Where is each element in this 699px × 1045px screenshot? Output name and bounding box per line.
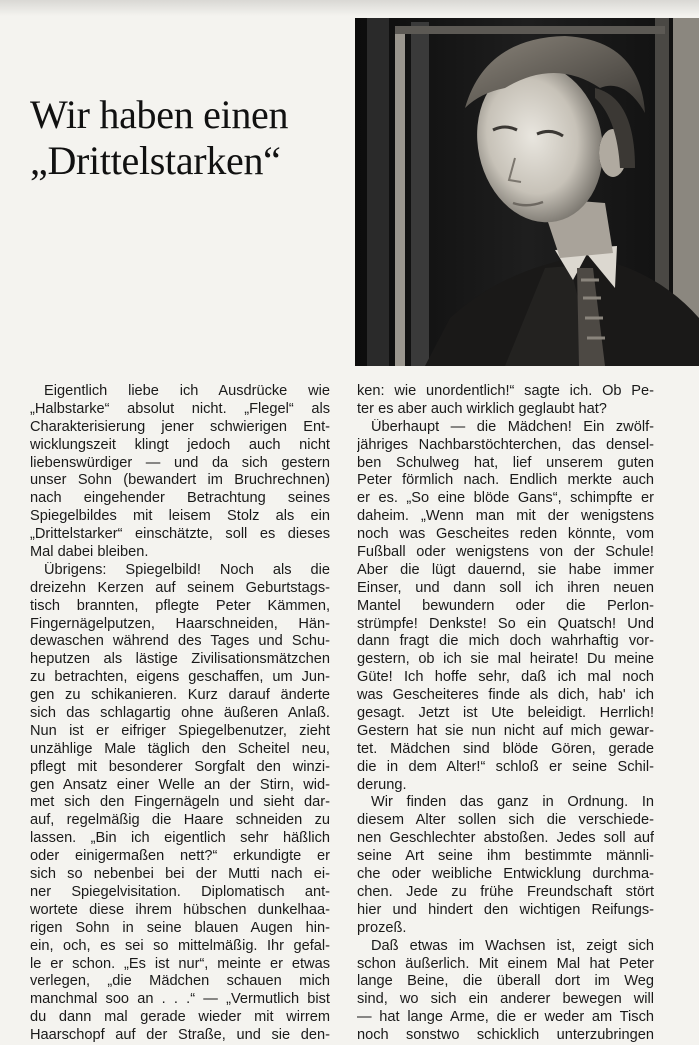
text-line: schon äußerlich. Mit einem Mal hat Peter — [357, 955, 654, 972]
text-line: tet. Mädchen sind blöde Gören, gerade — [357, 740, 654, 757]
text-line: daheim. „Wenn man mit der wenigstens — [357, 508, 654, 525]
scan-edge-shade — [0, 0, 699, 16]
text-line: ein, och, es sei so mittelmäßig. Ihr gefal- — [30, 937, 330, 954]
text-line: prozeß. — [357, 919, 407, 936]
text-line: Wir finden das ganz in Ordnung. In — [371, 794, 654, 811]
text-line: Charakterisierung jener schwierigen Ent- — [30, 418, 330, 435]
text-line: Peter förmlich nach. Endlich merkte auch — [357, 472, 654, 489]
text-line: Übrigens: Spiegelbild! Noch als die — [44, 561, 330, 578]
text-line: Haarschopf auf der Straße, und sie den- — [30, 1027, 330, 1044]
text-line: che oder weibliche Entwicklung durchma- — [357, 866, 654, 883]
article-headline — [30, 92, 350, 184]
article-photo — [355, 18, 699, 366]
text-line: verlegen, „die Mädchen schauen mich — [30, 973, 330, 990]
text-line: wortete diese ihrem hübschen dunkelhaa- — [30, 901, 330, 918]
text-line: noch sonstwo schicklich unterzubringen — [357, 1027, 654, 1044]
text-line: strümpfe! Denkste! So ein Quatsch! Und — [357, 615, 654, 632]
text-line: dann fragt die mich doch wahrhaftig vor- — [357, 633, 654, 650]
text-line: manchmal soo an . . .“ — „Vermutlich bist — [30, 991, 330, 1008]
portrait-image — [355, 18, 699, 366]
text-line: ter es aber auch wirklich geglaubt hat? — [357, 400, 607, 417]
headline-line-2: „Drittelstarken“ — [30, 138, 281, 183]
text-line: liebenswürdiger — und da sich gestern — [30, 454, 330, 471]
text-line: dewaschen während des Tages und Schu- — [30, 633, 330, 650]
text-line: sind, wo sich ein anderer bewegen will — [357, 991, 654, 1008]
text-line: gen zu schikanieren. Kurz darauf änderte — [30, 687, 330, 704]
text-line: hier und hindert den wichtigen Reifungs- — [357, 901, 654, 918]
text-line: „Halbstarke“ absolut nicht. „Flegel“ als — [30, 400, 330, 417]
headline-line-1: Wir haben einen — [30, 92, 289, 137]
text-line: unzählige Male täglich den Scheitel neu, — [30, 740, 330, 757]
text-line: derung. — [357, 776, 407, 793]
text-line: Einser, und dann soll ich ihren neuen — [357, 579, 654, 596]
text-line: le er schon. „Es ist nur“, meinte er etwas — [30, 955, 330, 972]
text-line: Überhaupt — die Mädchen! Ein zwölf- — [371, 418, 654, 435]
text-line: Aber die lügt dauernd, sie habe immer — [357, 561, 654, 578]
text-line: heputzen als lästige Zivilisationsmätzchen — [30, 651, 330, 668]
text-column-left — [30, 383, 330, 1045]
text-line: Daß etwas im Wachsen ist, zeigt sich — [371, 937, 654, 954]
text-line: noch was Gescheites reden könnte, vom — [357, 526, 654, 543]
text-line: rigen Sohn in seine blauen Augen hin- — [30, 919, 330, 936]
text-line: auf, regelmäßig die Haare schneiden zu — [30, 812, 330, 829]
text-line: sich das schlagartig ohne äußeren Anlaß. — [30, 705, 330, 722]
text-line: gestern, ob ich sie mal heirate! Du meine — [357, 651, 654, 668]
text-line: Mal dabei bleiben. — [30, 544, 149, 561]
text-line: Mantel bewundern oder die Perlon- — [357, 597, 654, 614]
text-line: lassen. „Bin ich eigentlich sehr häßlich — [30, 830, 330, 847]
text-line: was Gescheiteres finde als dich, hab' ich — [357, 687, 654, 704]
text-line: seine Art seine ihm bestimmte männli- — [357, 848, 654, 865]
text-line: sich so nebenbei bei der Mutti nach ei- — [30, 866, 330, 883]
text-line: Eigentlich liebe ich Ausdrücke wie — [44, 383, 330, 399]
text-line: ben Schulweg hat, lief unserem guten — [357, 454, 654, 471]
text-line: met sich den Fingernägeln und sieht dar- — [30, 794, 330, 811]
text-line: gen Ansatz einer Welle an der Stirn, wid- — [30, 776, 330, 793]
text-line: diesem Alter sollen sich die verschiede- — [357, 812, 654, 829]
text-line: dreizehn Kerzen auf seinem Geburtstags- — [30, 579, 330, 596]
text-line: Spiegelbildes mit leisem Stolz als ein — [30, 508, 330, 525]
text-line: Fußball oder wenigstens von der Schule! — [357, 544, 654, 561]
text-line: ken: wie unordentlich!“ sagte ich. Ob Pe- — [357, 383, 654, 399]
text-line: zu betrachten, eigens geschaffen, um Jun- — [30, 669, 330, 686]
text-line: gesagt. Jetzt ist Ute beleidigt. Herrlich! — [357, 705, 654, 722]
text-line: „Drittelstarker“ einschätzte, soll es dieses — [30, 526, 330, 543]
text-line: Gestern hat sie nun nicht auf mich gewar- — [357, 722, 654, 739]
text-line: chen. Jede zu frühe Freundschaft stört — [357, 883, 654, 900]
text-line: er es. „So eine blöde Gans“, schimpfte er — [357, 490, 654, 507]
text-line: oder einigermaßen nett?“ erkundigte er — [30, 848, 330, 865]
text-line: lange Beine, die überall dort im Weg — [357, 973, 654, 990]
text-column-right — [357, 383, 654, 1045]
text-line: jähriges Nachbarstöchterchen, das densel- — [357, 436, 654, 453]
text-line: Fingernägelputzen, Haarschneiden, Hän- — [30, 615, 330, 632]
text-line: ner Spiegelvisitation. Diplomatisch ant- — [30, 883, 330, 900]
text-line: pflegt mit besonderer Sorgfalt den winzi- — [30, 758, 330, 775]
text-line: wicklungszeit klingt jedoch auch nicht — [30, 436, 330, 453]
text-line: Nun ist er eifriger Spiegelbenutzer, zieht — [30, 722, 330, 739]
text-line: die in dem Alter!“ schloß er seine Schil- — [357, 758, 654, 775]
text-line: unser Sohn (bewandert im Bruchrechnen) — [30, 472, 330, 489]
text-line: Güte! Ich hoffe sehr, daß ich mal noch — [357, 669, 654, 686]
text-line: tisch brannten, pflegte Peter Kämmen, — [30, 597, 330, 614]
text-line: nen Geschlechter abstoßen. Jedes soll auf — [357, 830, 654, 847]
text-line: du dann mal gerade wieder mit wirrem — [30, 1009, 330, 1026]
text-line: — hat lange Arme, die er weder am Tisch — [357, 1009, 654, 1026]
text-line: nach eingehender Betrachtung seines — [30, 490, 330, 507]
